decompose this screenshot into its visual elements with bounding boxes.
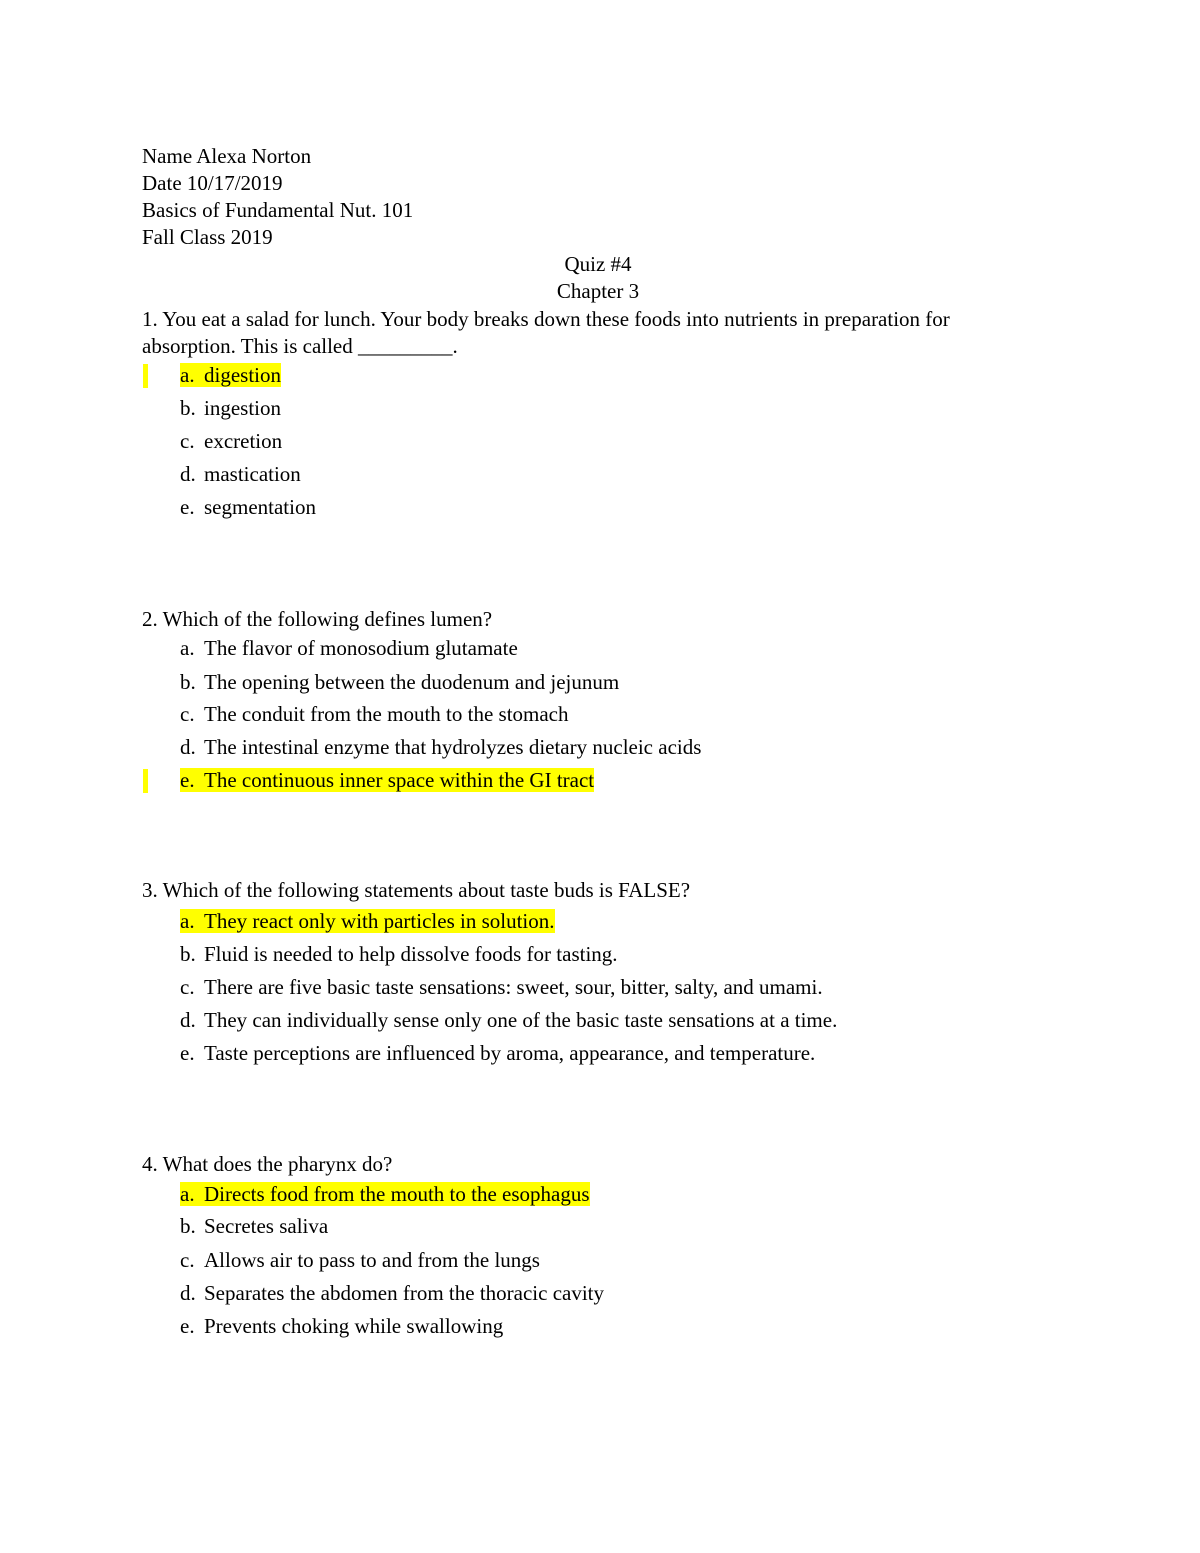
option-text: mastication	[204, 462, 301, 486]
option-letter: a.	[180, 636, 195, 660]
option-text: Taste perceptions are influenced by aroma, appearance, and temperature.	[204, 1041, 816, 1065]
option-letter: c.	[180, 429, 195, 453]
option-text: Fluid is needed to help dissolve foods for tasting.	[204, 942, 618, 966]
option-letter: e.	[180, 1041, 195, 1065]
question-3-option-e	[180, 1040, 815, 1067]
option-letter: a.	[180, 1182, 195, 1206]
option-text: segmentation	[204, 495, 316, 519]
option-letter: d.	[180, 1281, 196, 1305]
question-1-option-d	[180, 461, 301, 488]
option-text: Allows air to pass to and from the lungs	[204, 1248, 540, 1272]
student-name: Name Alexa Norton	[142, 144, 312, 168]
option-letter: c.	[180, 1248, 195, 1272]
option-text: The opening between the duodenum and jejunum	[204, 670, 620, 694]
option-letter: b.	[180, 670, 196, 694]
option-letter: b.	[180, 942, 196, 966]
option-text: Directs food from the mouth to the esophagus	[204, 1182, 590, 1206]
question-2-text: 2. Which of the following defines lumen?	[142, 607, 493, 631]
class-term: Fall Class 2019	[142, 225, 273, 249]
option-text: The flavor of monosodium glutamate	[204, 636, 518, 660]
option-letter: a.	[180, 363, 195, 387]
answer-highlight	[180, 1182, 590, 1206]
question-3-option-d	[180, 1007, 837, 1034]
option-text: Secretes saliva	[204, 1214, 329, 1238]
option-text: They react only with particles in solution.	[204, 909, 555, 933]
option-letter: e.	[180, 495, 195, 519]
question-2-option-b	[180, 669, 619, 696]
option-letter: a.	[180, 909, 195, 933]
course-title: Basics of Fundamental Nut. 101	[142, 198, 414, 222]
chapter-title: Chapter 3	[556, 279, 640, 303]
question-1-option-c	[180, 428, 282, 455]
option-text: They can individually sense only one of the basic taste sensations at a time.	[204, 1008, 838, 1032]
question-2-option-a	[180, 635, 518, 662]
question-1-option-a	[180, 362, 281, 389]
option-text: ingestion	[204, 396, 281, 420]
question-2-option-e	[180, 767, 594, 794]
option-letter: c.	[180, 702, 195, 726]
option-text: Separates the abdomen from the thoracic cavity	[204, 1281, 605, 1305]
question-4-option-e	[180, 1313, 503, 1340]
question-4-option-c	[180, 1247, 540, 1274]
question-1-option-b	[180, 395, 281, 422]
answer-highlight	[180, 363, 281, 387]
question-1-option-e	[180, 494, 316, 521]
quiz-date: Date 10/17/2019	[142, 171, 283, 195]
question-3-text: 3. Which of the following statements about taste buds is FALSE?	[142, 878, 691, 902]
option-text: There are five basic taste sensations: sweet, sour, bitter, salty, and umami.	[204, 975, 823, 999]
question-1-text-line2: absorption. This is called _________.	[142, 334, 458, 358]
option-letter: d.	[180, 1008, 196, 1032]
question-2-option-d	[180, 734, 701, 761]
question-1-text-line1: 1. You eat a salad for lunch. Your body breaks down these foods into nutrients in preparation for	[142, 307, 950, 331]
option-letter: b.	[180, 396, 196, 420]
option-letter: c.	[180, 975, 195, 999]
option-letter: d.	[180, 735, 196, 759]
answer-marker	[143, 364, 148, 388]
question-4-text: 4. What does the pharynx do?	[142, 1152, 393, 1176]
question-4-option-d	[180, 1280, 604, 1307]
option-letter: d.	[180, 462, 196, 486]
option-text: The intestinal enzyme that hydrolyzes dietary nucleic acids	[204, 735, 702, 759]
answer-highlight	[180, 909, 555, 933]
option-text: The conduit from the mouth to the stomach	[204, 702, 569, 726]
option-letter: b.	[180, 1214, 196, 1238]
option-text: excretion	[204, 429, 283, 453]
question-3-option-c	[180, 974, 823, 1001]
question-4-option-b	[180, 1213, 328, 1240]
question-4-option-a	[180, 1181, 590, 1208]
option-letter: e.	[180, 768, 195, 792]
option-text: The continuous inner space within the GI tract	[204, 768, 595, 792]
option-letter: e.	[180, 1314, 195, 1338]
question-2-option-c	[180, 701, 569, 728]
answer-highlight	[180, 768, 594, 792]
quiz-title: Quiz #4	[564, 252, 632, 276]
question-3-option-b	[180, 941, 618, 968]
answer-marker	[143, 769, 148, 793]
question-3-option-a	[180, 908, 555, 935]
option-text: Prevents choking while swallowing	[204, 1314, 504, 1338]
option-text: digestion	[204, 363, 281, 387]
